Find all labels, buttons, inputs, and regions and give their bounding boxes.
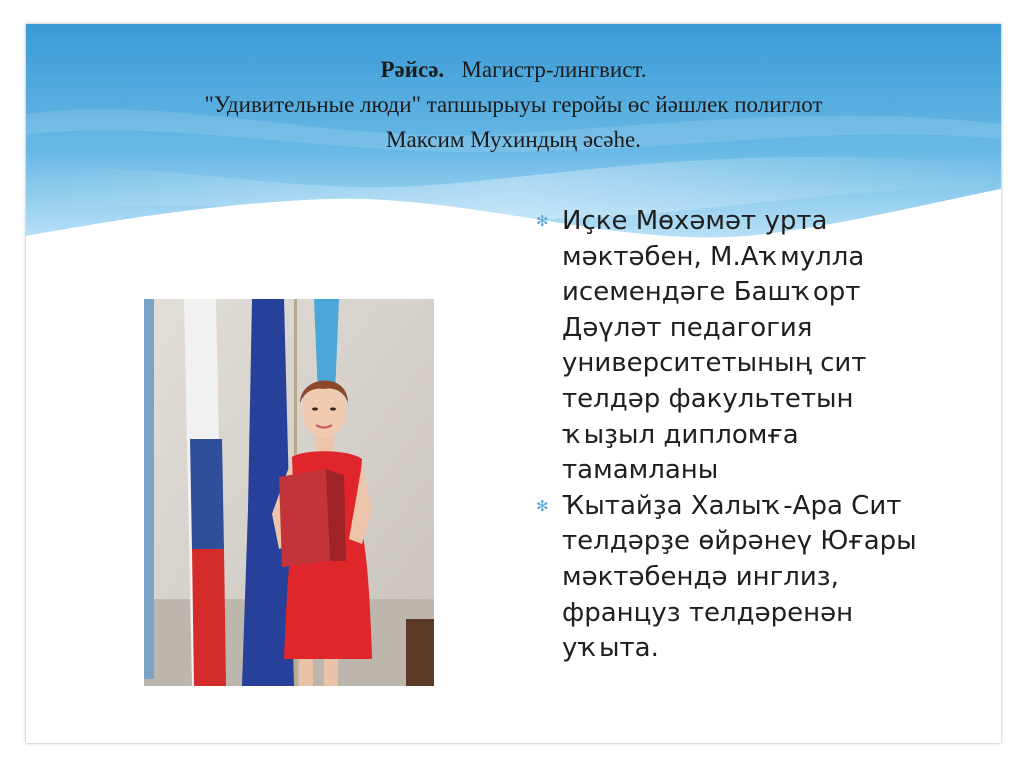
bullet-item-work — [534, 489, 954, 667]
bullet-star-icon: ✻ — [536, 496, 549, 515]
portrait-photo — [144, 299, 434, 686]
bullet-text: Ҡытайҙа Халыҡ-Ара Сит телдәрҙе өйрәнеү Юғары мәктәбендә инглиз, француз телдәренән уҡыта. — [562, 490, 917, 664]
bullet-list — [534, 204, 954, 667]
title-line-2: "Удивительные люди" тапшырыуы геройы өс йәшлек полиглот — [204, 92, 823, 117]
title-line-1 — [86, 52, 941, 87]
slide — [26, 24, 1001, 743]
bullet-star-icon: ✻ — [536, 212, 549, 230]
title-line-1-rest: Магистр-лингвист. — [461, 57, 647, 82]
slide-title — [86, 52, 941, 157]
bullet-item-education — [534, 204, 954, 489]
title-line-3: Максим Мухиндың әсәһе. — [386, 127, 641, 152]
title-name: Рәйсә. — [380, 57, 445, 82]
bullet-text: Иҫке Мөхәмәт урта мәктәбен, М.Аҡмулла исемендәге Башҡорт Дәүләт педагогия университетының сит телдәр факультетын ҡыҙыл дипломға тамамланы — [562, 206, 867, 486]
